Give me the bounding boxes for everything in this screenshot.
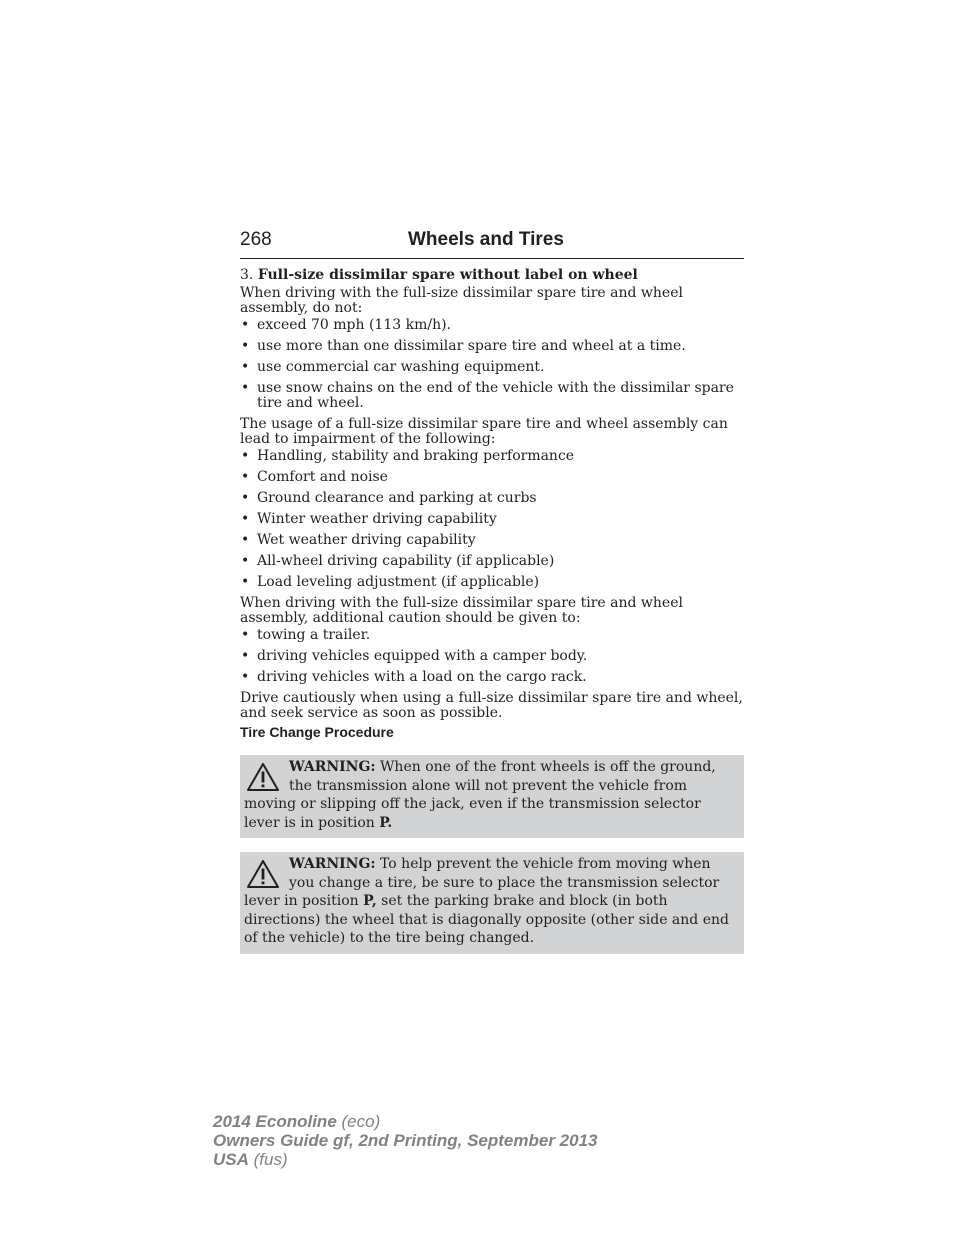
list-item: • Wet weather driving capability (240, 533, 744, 548)
caution-list (240, 628, 744, 685)
warning-box-change-tire (240, 852, 744, 954)
warning-text-continued: set the parking brake and block (in both directions) the wheel that is diagonally opposite (other side and end of the vehicle) to the tire being changed. (244, 893, 729, 946)
drive-cautiously-paragraph: Drive cautiously when using a full-size dissimilar spare tire and wheel, and seek service as soon as possible. (240, 690, 743, 721)
list-item: • exceed 70 mph (113 km/h). (240, 318, 744, 333)
subheading-title: Full-size dissimilar spare without label on wheel (257, 267, 638, 283)
list-item: • Load leveling adjustment (if applicable) (240, 575, 744, 590)
list-item: • driving vehicles with a load on the cargo rack. (240, 670, 744, 685)
impairment-list (240, 449, 744, 590)
list-item: • Handling, stability and braking performance (240, 449, 744, 464)
page-header (240, 228, 744, 259)
list-item: • Ground clearance and parking at curbs (240, 491, 744, 506)
warning-text: When one of the front wheels is off the ground, the transmission alone will not prevent the vehicle from moving or slipping off the jack, even if the transmission selector lever is in position (244, 759, 716, 831)
page-footer (213, 1112, 597, 1169)
page-content (240, 228, 744, 954)
list-item: • use snow chains on the end of the vehicle with the dissimilar spare tire and wheel. (240, 381, 744, 411)
footer-market-line (213, 1150, 597, 1169)
footer-market: USA (213, 1150, 249, 1169)
warning-triangle-icon (246, 762, 280, 792)
list-item: • All-wheel driving capability (if applicable) (240, 554, 744, 569)
warning-emphasis: P, (363, 893, 377, 909)
footer-model-code: (eco) (336, 1112, 381, 1131)
impairment-intro: The usage of a full-size dissimilar spare tire and wheel assembly can lead to impairment of the following: (240, 416, 728, 447)
procedure-heading: Tire Change Procedure (240, 724, 394, 740)
list-item: • driving vehicles equipped with a camper body. (240, 649, 744, 664)
warning-triangle-icon (246, 859, 280, 889)
subheading (240, 268, 744, 283)
list-item: • towing a trailer. (240, 628, 744, 643)
footer-guide: Owners Guide gf, 2nd Printing, September 2013 (213, 1131, 598, 1150)
do-not-list (240, 318, 744, 411)
page-number: 268 (240, 229, 272, 250)
do-not-intro: When driving with the full-size dissimilar spare tire and wheel assembly, do not: (240, 285, 683, 316)
warning-text: To help prevent the vehicle from moving when you change a tire, be sure to place the transmission selector lever in position (244, 856, 720, 909)
footer-model-line (213, 1112, 597, 1131)
list-item: • use commercial car washing equipment. (240, 360, 744, 375)
body-text (240, 268, 744, 741)
caution-intro: When driving with the full-size dissimilar spare tire and wheel assembly, additional caution should be given to: (240, 595, 683, 626)
footer-market-code: (fus) (248, 1150, 288, 1169)
list-item: • use more than one dissimilar spare tire and wheel at a time. (240, 339, 744, 354)
warning-label: WARNING: (289, 759, 376, 775)
warning-emphasis: P. (379, 814, 393, 831)
warning-label: WARNING: (289, 856, 376, 872)
subheading-number: 3. (240, 267, 254, 283)
list-item: • Winter weather driving capability (240, 512, 744, 527)
section-title: Wheels and Tires (408, 229, 564, 250)
list-item: • Comfort and noise (240, 470, 744, 485)
footer-model: 2014 Econoline (213, 1112, 337, 1131)
warning-box-front-wheels (240, 755, 744, 838)
